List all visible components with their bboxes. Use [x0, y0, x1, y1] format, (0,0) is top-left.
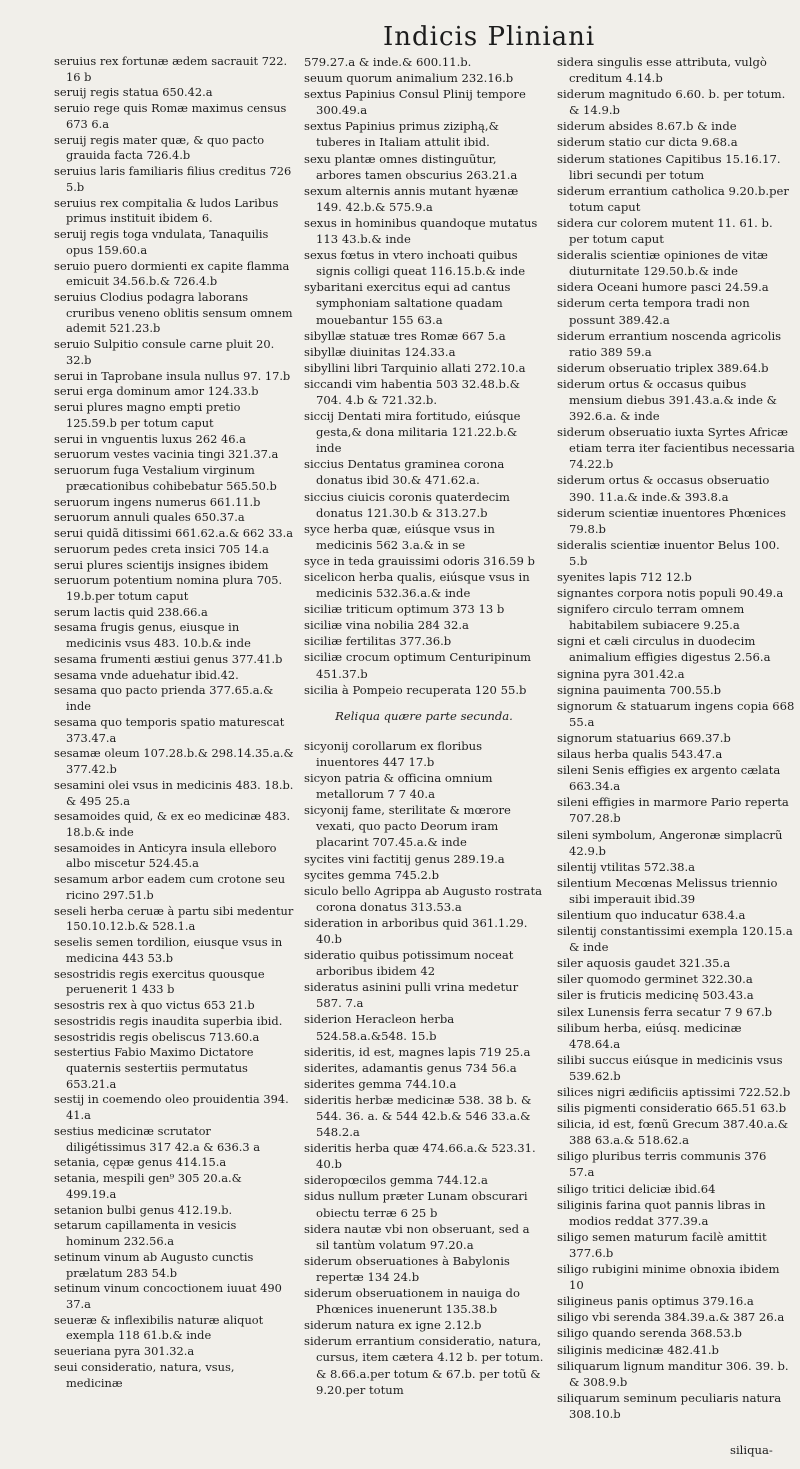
index-entry: siliquarum seminum peculiaris natura 308.10.b — [557, 1390, 782, 1421]
index-entry: siliginis medicinæ 482.41.b — [557, 1342, 719, 1357]
index-entry: 579.27.a & inde.& 600.11.b. — [304, 55, 472, 69]
index-entry: sesamæ oleum 107.28.b.& 298.14.35.a.& 377.42.b — [54, 746, 294, 777]
index-entry: setania, mespili gen⁹ 305 20.a.& 499.19.a — [54, 1171, 242, 1201]
index-entry: siderum absides 8.67.b & inde — [557, 119, 737, 134]
index-column-right — [557, 54, 795, 1422]
index-entry: siderum statio cur dicta 9.68.a — [557, 135, 738, 150]
index-entry: siderum obseruationem in nauiga do Phœnices inuenerunt 135.38.b — [304, 1286, 520, 1317]
index-entry: sexum alternis annis mutant hyænæ 149. 42.b.& 575.9.a — [304, 183, 519, 214]
index-entry: sicelicon herba qualis, eiúsque vsus in medicinis 532.36.a.& inde — [304, 570, 530, 601]
index-entry: siciliæ crocum optimum Centuripinum 451.37.b — [304, 650, 532, 681]
index-entry: seueræ & inflexibilis naturæ aliquot exempla 118 61.b.& inde — [54, 1312, 264, 1343]
index-column-left — [54, 54, 294, 1391]
index-entry: sicyonij fame, sterilitate & mœrore vexati, quo pacto Deorum iram placarint 707.45.a.& inde — [304, 803, 511, 850]
index-entry: siderites, adamantis genus 734 56.a — [304, 1060, 517, 1075]
index-entry: signorum & statuarum ingens copia 668 55.a — [557, 698, 795, 729]
index-entry: siligo vbi serenda 384.39.a.& 387 26.a — [557, 1310, 785, 1325]
index-entry: sestertius Fabio Maximo Dictatore quaternis sestertiis permutatus 653.21.a — [54, 1045, 254, 1091]
index-entry: sideritis herbæ medicinæ 538. 38 b. & 544. 36. a. & 544 42.b.& 546 33.a.& 548.2.a — [304, 1092, 532, 1140]
index-entry: siccius ciuicis coronis quaterdecim donatus 121.30.b & 313.27.b — [304, 489, 510, 520]
index-entry: silentium Mecœnas Melissus triennio sibi imperauit ibid.39 — [557, 875, 778, 906]
index-entry: sextus Papinius Consul Plinij tempore 300.49.a — [304, 87, 526, 118]
index-entry: silibum herba, eiúsq. medicinæ 478.64.a — [557, 1020, 742, 1051]
index-entry: silices nigri ædificiis aptissimi 722.52.b — [557, 1085, 791, 1099]
index-entry: seruorum fuga Vestalium virginum præcationibus cohibebatur 565.50.b — [54, 463, 277, 493]
index-entry: serui in vnguentis luxus 262 46.a — [54, 431, 246, 446]
index-entry: sesostridis regis obeliscus 713.60.a — [54, 1029, 260, 1044]
index-entry: siderum ortus & occasus quibus mensium diebus 391.43.a.& inde & 392.6.a. & inde — [557, 376, 777, 424]
index-entry: seseli herba ceruæ à partu sibi medentur 150.10.12.b.& 528.1.a — [54, 903, 294, 934]
index-entry: serui plures scientijs insignes ibidem — [54, 557, 269, 572]
index-entry: siderum obseruatio iuxta Syrtes Africæ etiam terra iter facientibus necessaria 74.22.b — [557, 425, 795, 472]
index-entry: sextus Papinius primus ziziphą,& tuberes in Italiam attulit ibid. — [304, 119, 499, 150]
index-entry: siderum natura ex igne 2.12.b — [304, 1318, 482, 1333]
index-entry: seruij regis mater quæ, & quo pacto grauida facta 726.4.b — [54, 132, 265, 163]
index-entry: seueriana pyra 301.32.a — [54, 1344, 195, 1359]
index-entry: siciliæ vina nobilia 284 32.a — [304, 618, 469, 633]
index-entry: siligo tritici deliciæ ibid.64 — [557, 1181, 716, 1196]
catchword: siliqua- — [730, 1443, 773, 1457]
index-entry: sesamum arbor eadem cum crotone seu ricino 297.51.b — [54, 872, 286, 902]
index-entry: sesamini olei vsus in medicinis 483. 18.b. & 495 25.a — [54, 777, 294, 808]
index-entry: siciliæ fertilitas 377.36.b — [304, 634, 452, 649]
index-entry: seui consideratio, natura, vsus, medicinæ — [54, 1359, 235, 1390]
index-entry: sidera cur colorem mutent 11. 61. b. per totum caput — [557, 215, 773, 247]
index-entry: serui in Taprobane insula nullus 97. 17.b — [54, 368, 291, 383]
index-entry: sibyllæ statuæ tres Romæ 667 5.a — [304, 328, 506, 343]
index-entry: siligo quando serenda 368.53.b — [557, 1326, 742, 1341]
index-entry: sybaritani exercitus equi ad cantus symphoniam saltatione quadam mouebantur 155 63.a — [304, 280, 511, 327]
index-entry: silicia, id est, fœnũ Grecum 387.40.a.& 388 63.a.& 518.62.a — [557, 1117, 789, 1148]
index-entry: seruorum ingens numerus 661.11.b — [54, 494, 261, 509]
index-entry: seruius Clodius podagra laborans cruribus veneno oblitis sensum omnem ademit 521.23.b — [54, 290, 293, 336]
index-entry: siligo semen maturum facilè amittit 377.6.b — [557, 1229, 767, 1260]
index-entry: sidus nullum præter Lunam obscurari obiectu terræ 6 25 b — [304, 1189, 528, 1220]
index-entry: siderites gemma 744.10.a — [304, 1076, 457, 1091]
index-entry: sideratio quibus potissimum noceat arboribus ibidem 42 — [304, 948, 514, 979]
index-entry: seruorum pedes creta insici 705 14.a — [54, 541, 269, 556]
index-column-middle-lower — [304, 738, 544, 1398]
index-entry: sexus in hominibus quandoque mutatus 113 43.b.& inde — [304, 215, 538, 247]
index-entry: sycites vini factitij genus 289.19.a — [304, 851, 505, 866]
index-entry: siderum magnitudo 6.60. b. per totum. & 14.9.b — [557, 87, 786, 118]
index-entry: silentij constantissimi exempla 120.15.a & inde — [557, 924, 793, 955]
index-entry: setanion bulbi genus 412.19.b. — [54, 1202, 233, 1217]
index-entry: sidera nautæ vbi non obseruant, sed a sil tantùm volatum 97.20.a — [304, 1221, 530, 1252]
index-entry: siliquarum lignum manditur 306. 39. b. & 308.9.b — [557, 1358, 789, 1389]
index-entry: signina pyra 301.42.a — [557, 666, 685, 681]
index-entry: sesama frumenti æstiui genus 377.41.b — [54, 651, 283, 666]
index-entry: seruio rege quis Romæ maximus census 673 6.a — [54, 101, 287, 131]
index-entry: sesostridis regis inaudita superbia ibid. — [54, 1013, 283, 1028]
cross-reference-note: Reliqua quære parte secunda. — [335, 708, 513, 723]
index-entry: sideralis scientiæ inuentor Belus 100. 5.b — [557, 537, 780, 568]
index-entry: siccius Dentatus graminea corona donatus ibid 30.& 471.62.a. — [304, 457, 505, 488]
index-entry: silentium quo inducatur 638.4.a — [557, 907, 746, 922]
index-entry: sesama frugis genus, eiusque in medicinis vsus 483. 10.b.& inde — [54, 620, 251, 651]
index-entry: sideritis herba quæ 474.66.a.& 523.31. 40.b — [304, 1141, 536, 1172]
index-entry: silaus herba qualis 543.47.a — [557, 747, 723, 762]
page-header — [0, 8, 800, 50]
index-entry: sesostris rex à quo victus 653 21.b — [54, 998, 255, 1013]
index-entry: siligineus panis optimus 379.16.a — [557, 1294, 754, 1309]
index-entry: siculo bello Agrippa ab Augusto rostrata corona donatus 313.53.a — [304, 883, 543, 914]
index-entry: sileni symbolum, Angeronæ simplacrũ 42.9.b — [557, 827, 783, 858]
index-entry: sycites gemma 745.2.b — [304, 867, 440, 882]
index-entry: sestius medicinæ scrutator diligétissimus 317 42.a & 636.3 a — [54, 1123, 261, 1154]
index-entry: syce herba quæ, eiúsque vsus in medicinis 562 3.a.& in se — [304, 521, 495, 552]
index-entry: syce in teda grauissimi odoris 316.59 b — [304, 553, 535, 568]
index-entry: setania, cępæ genus 414.15.a — [54, 1155, 227, 1170]
index-entry: sesama vnde aduehatur ibid.42. — [54, 667, 239, 682]
index-entry: serui plures magno empti pretio 125.59.b per totum caput — [54, 400, 241, 430]
index-entry: siderum certa tempora tradi non possunt 389.42.a — [557, 296, 750, 327]
index-entry: silex Lunensis ferra secatur 7 9 67.b — [557, 1004, 773, 1019]
index-entry: seruius rex compitalia & ludos Laribus primus instituit ibidem 6. — [54, 195, 279, 226]
index-entry: siccandi vim habentia 503 32.48.b.& 704. 4.b & 721.32.b. — [304, 376, 520, 407]
index-entry: signantes corpora notis populi 90.49.a — [557, 586, 784, 601]
index-entry: sesamoides in Anticyra insula elleboro albo miscetur 524.45.a — [54, 840, 277, 871]
index-entry: seruius laris familiaris filius creditus 726 5.b — [54, 164, 292, 194]
index-entry: sexus fœtus in vtero inchoati quibus signis colligi queat 116.15.b.& inde — [304, 248, 526, 279]
index-entry: siderion Heracleon herba 524.58.a.&548. 15.b — [304, 1012, 455, 1043]
index-column-middle — [304, 54, 544, 1398]
index-entry: sileni effigies in marmore Pario reperta 707.28.b — [557, 795, 789, 826]
index-entry: seruorum vestes vacinia tingi 321.37.a — [54, 447, 279, 462]
index-entry: seruorum potentium nomina plura 705. 19.b.per totum caput — [54, 573, 283, 603]
index-entry: siler quomodo germinet 322.30.a — [557, 972, 753, 987]
index-entry: sidera Oceani humore pasci 24.59.a — [557, 280, 769, 295]
index-entry: sidera singulis esse attributa, vulgò creditum 4.14.b — [557, 55, 767, 86]
index-entry: serui erga dominum amor 124.33.b — [54, 384, 259, 399]
index-column-middle-upper — [304, 54, 544, 698]
index-entry: seruorum annuli quales 650.37.a — [54, 510, 245, 525]
index-entry: sicyonij corollarum ex floribus inuentores 447 17.b — [304, 738, 483, 769]
index-entry: siderum errantium consideratio, natura, cursus, item cætera 4.12 b. per totum. & 8.66.a.per totum & 67.b. per totũ & 9.20.per totum — [304, 1334, 544, 1397]
index-entry: sexu plantæ omnes distinguũtur, arbores tamen obscurius 263.21.a — [304, 151, 518, 182]
index-entry: sideropœcilos gemma 744.12.a — [304, 1173, 488, 1188]
index-entry: silibi succus eiúsque in medicinis vsus 539.62.b — [557, 1052, 783, 1083]
index-entry: seruius rex fortunæ ædem sacrauit 722. 16 b — [54, 54, 288, 84]
index-entry: syenites lapis 712 12.b — [557, 570, 692, 584]
index-entry: sileni Senis effigies ex argento cælata 663.34.a — [557, 763, 781, 794]
index-entry: sesama quo temporis spatio maturescat 373.47.a — [54, 714, 285, 745]
index-entry: setarum capillamenta in vesicis hominum 232.56.a — [54, 1218, 237, 1249]
index-entry: siderum scientiæ inuentores Phœnices 79.8.b — [557, 505, 786, 536]
index-entry: setinum vinum concoctionem iuuat 490 37.a — [54, 1281, 282, 1312]
index-entry: siccij Dentati mira fortitudo, eiúsque gesta,& dona militaria 121.22.b.& inde — [304, 409, 521, 456]
index-entry: sideratus asinini pulli vrina medetur 587. 7.a — [304, 980, 519, 1011]
index-entry: signi et cæli circulus in duodecim animalium effigies digestus 2.56.a — [557, 634, 771, 665]
index-entry: seuum quorum animalium 232.16.b — [304, 71, 514, 86]
index-entry: sicyon patria & officina omnium metallorum 7 7 40.a — [304, 771, 493, 802]
index-entry: sideration in arboribus quid 361.1.29. 40.b — [304, 915, 528, 946]
index-entry: sesama quo pacto prienda 377.65.a.& inde — [54, 683, 274, 714]
index-entry: sibyllæ diuinitas 124.33.a — [304, 344, 456, 359]
index-entry: siliginis farina quot pannis libras in modios reddat 377.39.a — [557, 1197, 766, 1228]
index-entry: serui quidã ditissimi 661.62.a.& 662 33.a — [54, 526, 294, 541]
index-entry: silentij vtilitas 572.38.a — [557, 859, 696, 874]
index-entry: sicilia à Pompeio recuperata 120 55.b — [304, 682, 527, 697]
index-entry: siderum obseruationes à Babylonis repertæ 134 24.b — [304, 1253, 510, 1284]
index-entry: siderum errantium catholica 9.20.b.per totum caput — [557, 183, 789, 214]
index-entry: siderum stationes Capitibus 15.16.17. libri secundi per totum — [557, 151, 781, 182]
index-entry: siligo rubigini minime obnoxia ibidem 10 — [557, 1262, 780, 1293]
index-entry: setinum vinum ab Augusto cunctis prælatum 283 54.b — [54, 1249, 254, 1280]
index-entry: sesostridis regis exercitus quousque peruenerit 1 433 b — [54, 966, 265, 997]
index-entry: serum lactis quid 238.66.a — [54, 604, 208, 619]
index-entry: signifero circulo terram omnem habitabilem subiacere 9.25.a — [557, 602, 745, 633]
index-entry: sesamoides quid, & ex eo medicinæ 483. 18.b.& inde — [54, 809, 291, 839]
index-entry: seruio puero dormienti ex capite flamma emicuit 34.56.b.& 726.4.b — [54, 258, 290, 289]
index-entry: siderum obseruatio triplex 389.64.b — [557, 360, 769, 375]
running-title: Indicis Pliniani — [383, 22, 596, 52]
index-entry: seruij regis statua 650.42.a — [54, 85, 213, 100]
index-entry: siler aquosis gaudet 321.35.a — [557, 956, 731, 971]
index-entry: seruio Sulpitio consule carne pluit 20. 32.b — [54, 337, 275, 367]
index-entry: sideritis, id est, magnes lapis 719 25.a — [304, 1044, 531, 1059]
index-entry: sibyllini libri Tarquinio allati 272.10.a — [304, 360, 526, 375]
index-entry: seselis semen tordilion, eiusque vsus in medicina 443 53.b — [54, 935, 283, 965]
index-entry: siderum errantium noscenda agricolis ratio 389 59.a — [557, 328, 782, 359]
index-entry: sideralis scientiæ opiniones de vitæ diuturnitate 129.50.b.& inde — [557, 248, 768, 279]
index-entry: signina pauimenta 700.55.b — [557, 682, 722, 697]
index-entry: siler is fruticis medicinę 503.43.a — [557, 988, 754, 1003]
index-entry: sestij in coemendo oleo prouidentia 394. 41.a — [54, 1092, 289, 1123]
index-entry: siderum ortus & occasus obseruatio 390. 11.a.& inde.& 393.8.a — [557, 473, 770, 504]
index-entry: signorum statuarius 669.37.b — [557, 730, 731, 745]
index-entry: siligo pluribus terris communis 376 57.a — [557, 1149, 767, 1180]
index-entry: silis pigmenti consideratio 665.51 63.b — [557, 1101, 787, 1116]
index-entry: seruij regis toga vndulata, Tanaquilis opus 159.60.a — [54, 227, 269, 257]
index-entry: siciliæ triticum optimum 373 13 b — [304, 602, 505, 617]
